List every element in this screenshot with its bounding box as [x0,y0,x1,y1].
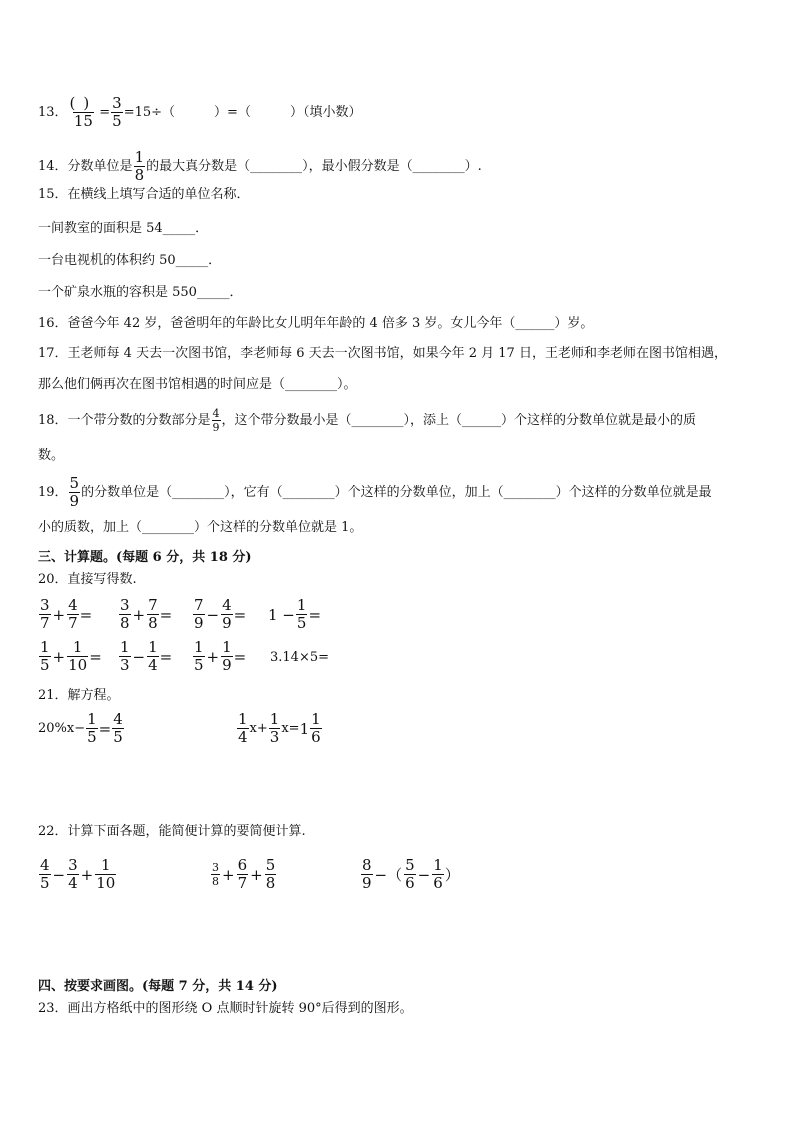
q20-item-1: $\frac{3}{7}$ + $\frac{4}{7}$ = [40,596,93,632]
question-13: 13． $\frac{()}{15}$ = $\frac{3}{5}$ =15÷（ ）=（ ）（填小数） [38,94,362,130]
section-4-heading: 四、按要求画图。(每题 7 分，共 14 分) [38,979,278,994]
q20-item-6: $\frac{1}{3}$ − $\frac{1}{4}$ = [120,638,173,674]
fraction: $\frac{1}{8}$ [134,148,145,184]
question-number: 13． [38,104,68,120]
q22-expression-3: $\frac{8}{9}$ −（ $\frac{5}{6}$ − $\frac{1}{6}$ ） [362,856,460,892]
q21-equation-2: $\frac{1}{4}$ x+ $\frac{1}{3}$ x= 1 $\frac{1}{6}$ [238,710,321,746]
question-17-line1: 17．王老师每 4 天去一次图书馆，李老师每 6 天去一次图书馆，如果今年 2 月 17 日，王老师和李老师在图书馆相遇， [38,346,727,361]
question-14: 14． 分数单位是 $\frac{1}{8}$ 的最大真分数是（________），最小假分数是（________）. [38,148,482,184]
question-15a: 一间教室的面积是 54_____． [38,221,209,236]
question-20: 20．直接写得数. [38,572,137,587]
fraction: $\frac{3}{5}$ [112,94,122,130]
q20-item-7: $\frac{1}{5}$ + $\frac{1}{9}$ = [194,638,247,674]
question-15b: 一台电视机的体积约 50_____． [38,253,222,268]
fraction: $\frac{5}{9}$ [69,474,80,510]
question-16: 16．爸爸今年 42 岁，爸爸明年的年龄比女儿明年年龄的 4 倍多 3 岁。女儿今年（______）岁。 [38,316,594,331]
q22-expression-2: $\frac{3}{8}$ + $\frac{6}{7}$ + $\frac{5}{8}$ [212,856,276,892]
question-23: 23．画出方格纸中的图形绕 O 点顺时针旋转 90°后得到的图形。 [38,1001,413,1016]
q21-equation-1: 20%x− $\frac{1}{5}$ = $\frac{4}{5}$ [38,710,123,746]
question-15c: 一个矿泉水瓶的容积是 550_____． [38,285,243,300]
q22-expression-1: $\frac{4}{5}$ − $\frac{3}{4}$ + $\frac{1}{10}$ [40,856,116,892]
question-18: 18．一个带分数的分数部分是 $\frac{4}{9}$ ，这个带分数最小是（________），添上（______）个这样的分数单位就是最小的质 [38,407,697,434]
q20-item-2: $\frac{3}{8}$ + $\frac{7}{8}$ = [120,596,173,632]
q20-item-4: 1 − $\frac{1}{5}$ = [268,596,322,632]
q20-item-8: 3.14×5= [270,650,330,665]
blank-fraction: $\frac{()}{15}$ [69,94,98,130]
q20-item-5: $\frac{1}{5}$ + $\frac{1}{10}$ = [40,638,102,674]
fraction: $\frac{4}{9}$ [212,407,220,434]
section-3-heading: 三、计算题。(每题 6 分，共 18 分) [38,550,252,565]
question-19-line2: 小的质数，加上（________）个这样的分数单位就是 1。 [38,520,363,535]
question-22: 22．计算下面各题，能简便计算的要简便计算. [38,824,306,839]
question-15: 15．在横线上填写合适的单位名称． [38,187,250,202]
question-17-line2: 那么他们俩再次在图书馆相遇的时间应是（________）。 [38,377,357,392]
question-19: 19． $\frac{5}{9}$ 的分数单位是（________），它有（________）个这样的分数单位，加上（________）个这样的分数单位就是最 [38,474,712,510]
question-18-line2: 数。 [38,448,65,463]
q20-item-3: $\frac{7}{9}$ − $\frac{4}{9}$ = [194,596,247,632]
question-21: 21．解方程。 [38,688,120,703]
